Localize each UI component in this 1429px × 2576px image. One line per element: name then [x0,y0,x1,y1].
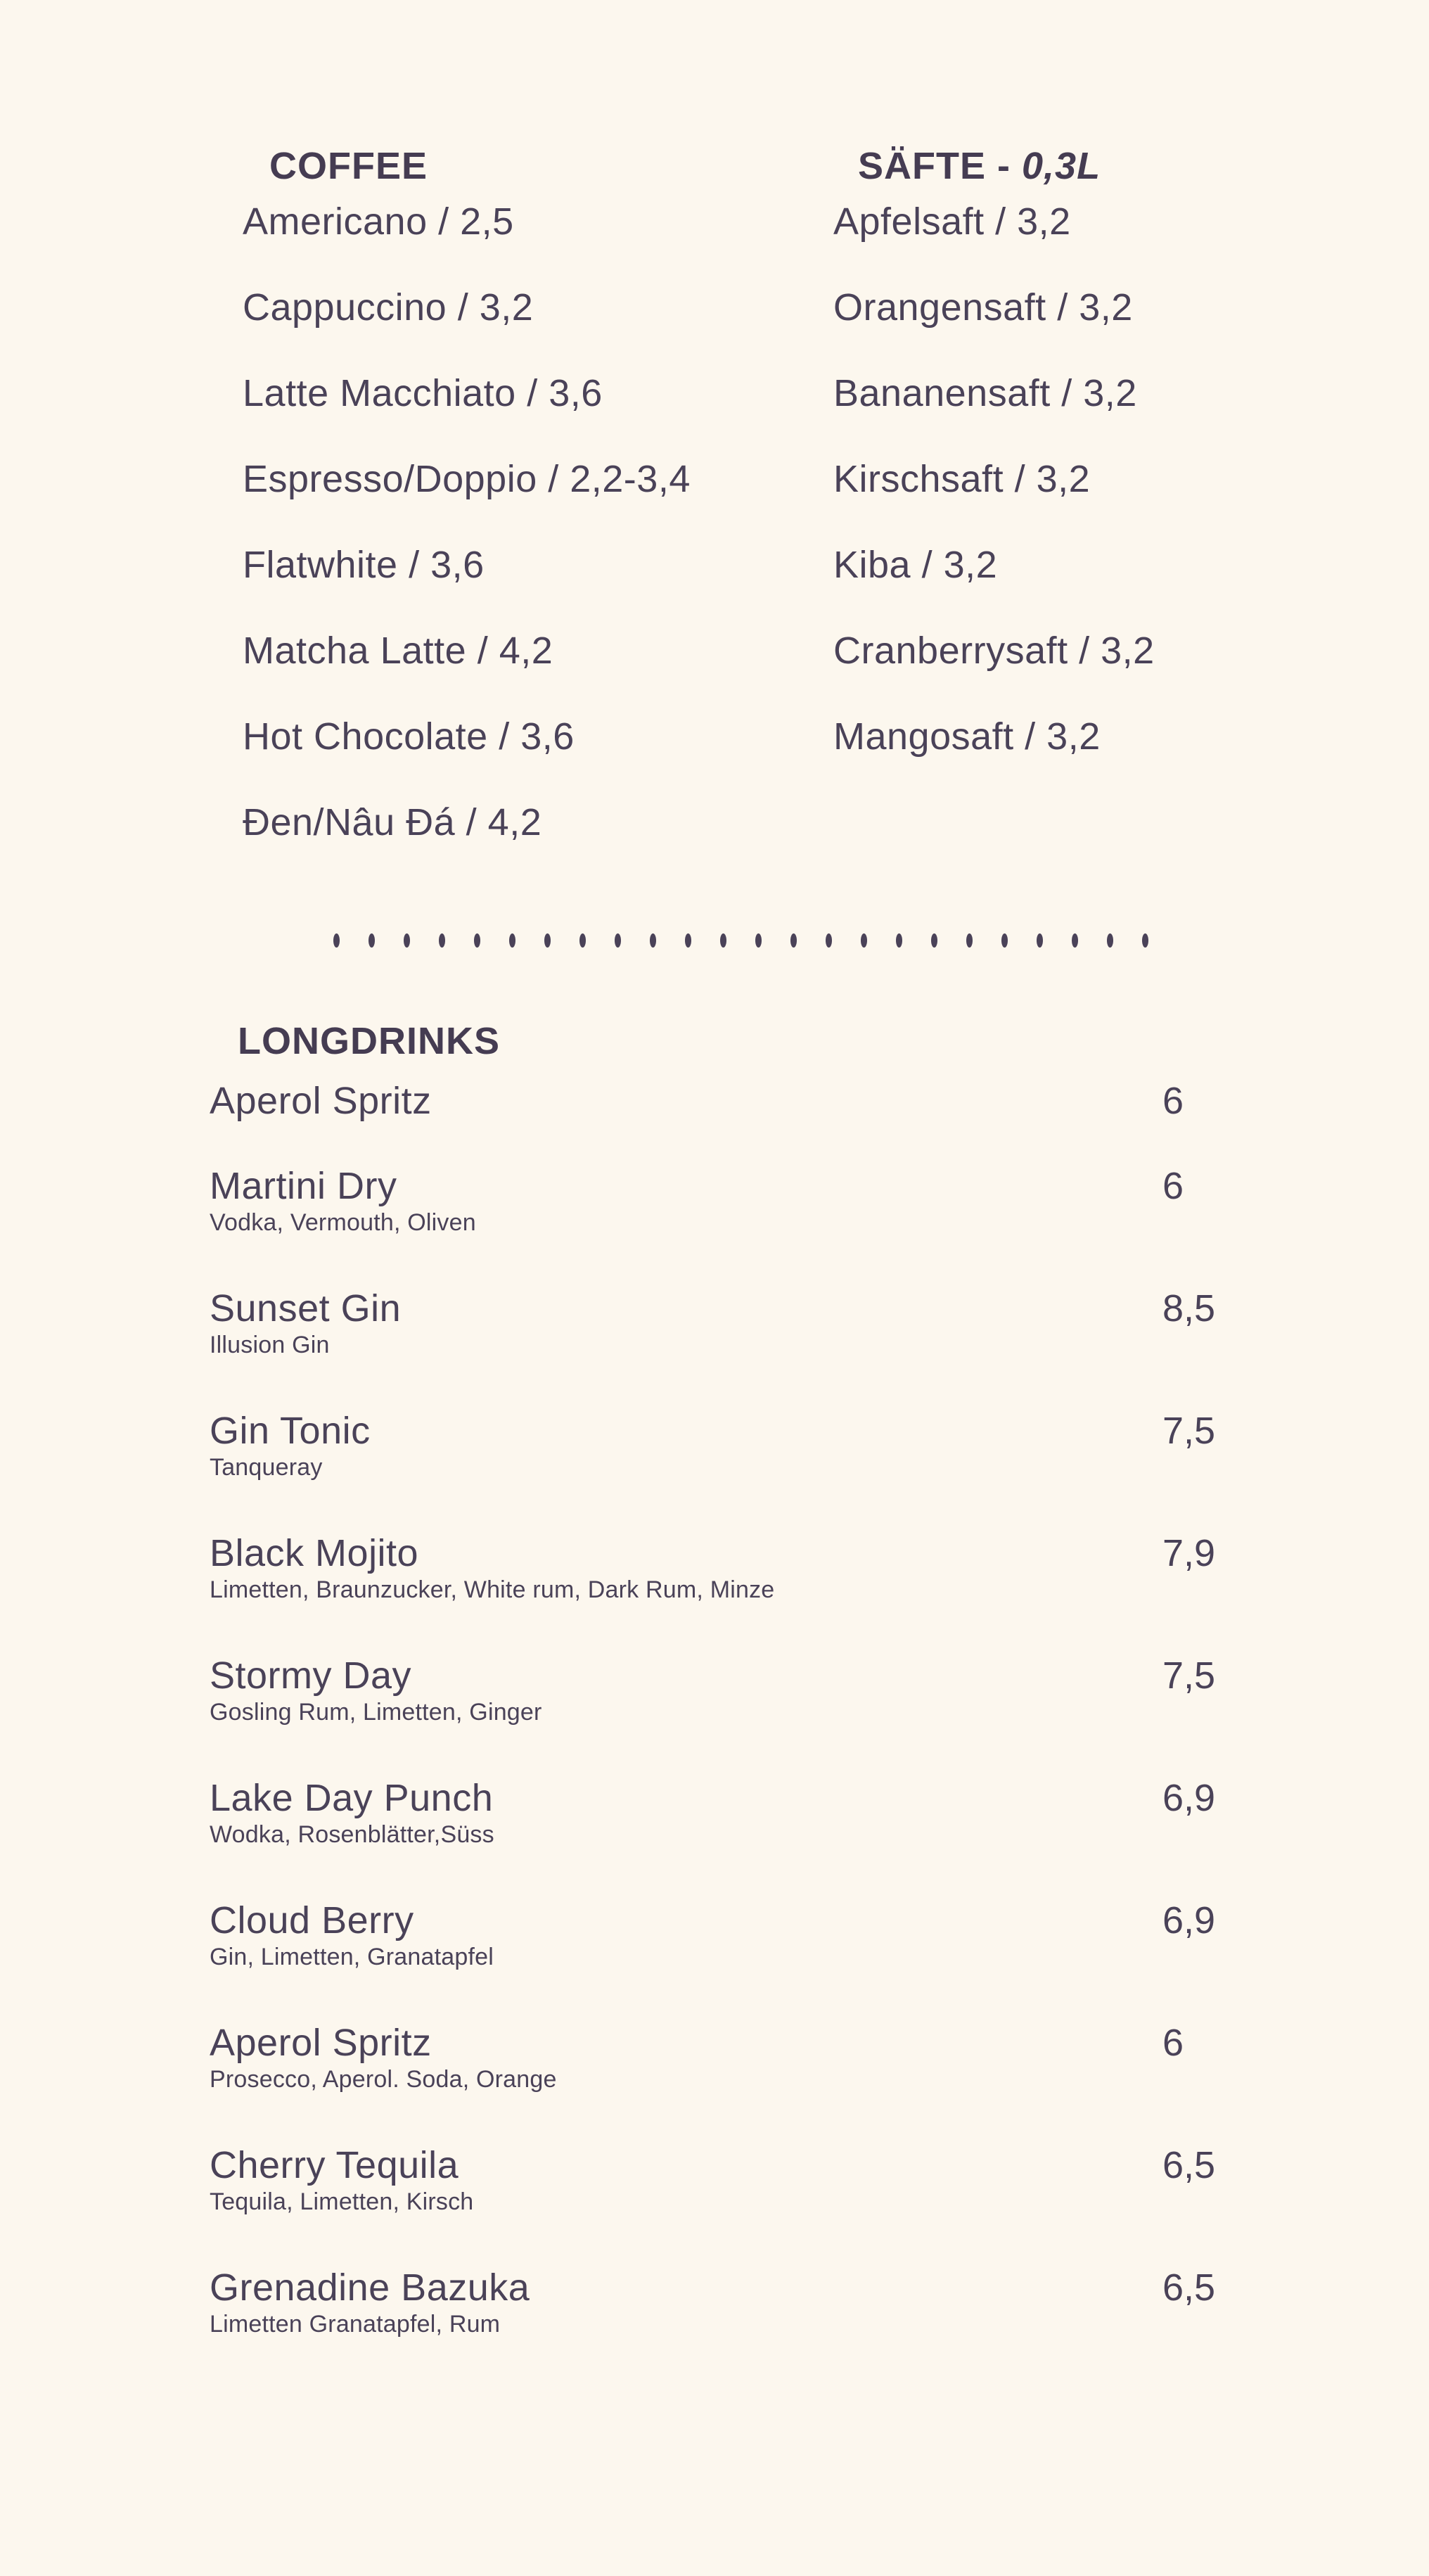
drink-name: Cloud Berry [210,1899,414,1941]
dot [615,933,621,948]
longdrink-item [210,1654,1236,1726]
longdrink-item [210,1167,1236,1235]
longdrinks-section-title: LONGDRINKS [238,1020,500,1062]
dot [1142,933,1148,948]
coffee-item: Flatwhite / 3,6 [243,544,485,586]
drink-ingredients: Wodka, Rosenblätter,Süss [210,1821,494,1848]
dot [404,933,410,948]
drink-name: Sunset Gin [210,1287,402,1330]
dot [720,933,726,948]
drink-price: 6 [1162,1080,1184,1122]
longdrink-item [210,1289,1236,1358]
drink-ingredients: Tequila, Limetten, Kirsch [210,2188,474,2215]
dot [509,933,515,948]
coffee-item: Cappuccino / 3,2 [243,286,534,329]
longdrink-item [210,1534,1236,1602]
drink-price: 7,5 [1162,1410,1216,1452]
drink-name: Grenadine Bazuka [210,2266,530,2309]
drink-name: Black Mojito [210,1532,419,1574]
drink-ingredients: Limetten Granatapfel, Rum [210,2311,501,2338]
drink-price: 6,5 [1162,2144,1216,2186]
coffee-item: Đen/Nâu Đá / 4,2 [243,801,542,843]
coffee-item: Latte Macchiato / 3,6 [243,372,603,414]
dot [544,933,551,948]
dot [1107,933,1113,948]
drink-name: Aperol Spritz [210,1080,432,1122]
drink-name: Gin Tonic [210,1410,371,1452]
juice-item: Kirschsaft / 3,2 [833,458,1091,500]
drink-price: 6,9 [1162,1777,1216,1819]
dot [333,933,340,948]
drink-price: 6 [1162,2022,1184,2064]
juice-item: Mangosaft / 3,2 [833,715,1101,758]
dot [685,933,691,948]
dot [474,933,480,948]
drink-price: 6,5 [1162,2266,1216,2309]
dot [1072,933,1078,948]
longdrinks-section [210,1021,1236,2391]
coffee-item: Matcha Latte / 4,2 [243,630,553,672]
coffee-item: Americano / 2,5 [243,200,514,243]
juices-title-size: 0,3L [1022,145,1101,187]
dot [755,933,762,948]
drink-price: 7,5 [1162,1654,1216,1697]
dot [439,933,445,948]
longdrink-item [210,1412,1236,1480]
drink-name: Lake Day Punch [210,1777,494,1819]
drink-ingredients: Gin, Limetten, Granatapfel [210,1944,494,1970]
drink-ingredients: Prosecco, Aperol. Soda, Orange [210,2066,557,2093]
coffee-section [243,146,691,889]
longdrink-item [210,2266,1236,2338]
drink-ingredients: Gosling Rum, Limetten, Ginger [210,1699,542,1726]
dot [966,933,973,948]
longdrink-item [210,2146,1236,2214]
dot [1001,933,1008,948]
drink-name: Martini Dry [210,1165,397,1207]
dot [931,933,937,948]
dot [896,933,902,948]
drink-name: Stormy Day [210,1654,412,1697]
longdrink-item [210,1901,1236,1970]
coffee-item: Hot Chocolate / 3,6 [243,715,575,758]
juices-title-main: SÄFTE - [858,145,1011,187]
dot [1037,933,1043,948]
juices-section-title [858,146,1155,186]
longdrink-item [210,1082,1236,1150]
dot [650,933,656,948]
drink-ingredients: Tanqueray [210,1454,323,1481]
juices-section [833,146,1155,803]
coffee-item: Espresso/Doppio / 2,2-3,4 [243,458,691,500]
drink-price: 6 [1162,1165,1184,1207]
coffee-section-title: COFFEE [269,145,428,187]
drink-ingredients: Illusion Gin [210,1332,330,1358]
dot [369,933,375,948]
drink-ingredients [210,1126,1236,1150]
juice-item: Apfelsaft / 3,2 [833,200,1071,243]
juice-item: Kiba / 3,2 [833,544,998,586]
juice-item: Orangensaft / 3,2 [833,286,1133,329]
drink-price: 8,5 [1162,1287,1216,1330]
dot [579,933,586,948]
juice-item: Cranberrysaft / 3,2 [833,630,1155,672]
juice-item: Bananensaft / 3,2 [833,372,1137,414]
drink-name: Cherry Tequila [210,2144,459,2186]
drink-ingredients: Vodka, Vermouth, Oliven [210,1209,476,1236]
drink-price: 7,9 [1162,1532,1216,1574]
longdrink-item [210,1779,1236,1847]
dot [790,933,797,948]
dot [861,933,867,948]
dotted-divider [333,933,1148,948]
dot [826,933,832,948]
drink-ingredients: Limetten, Braunzucker, White rum, Dark Rum, Minze [210,1576,775,1603]
drink-price: 6,9 [1162,1899,1216,1941]
longdrink-item [210,2024,1236,2092]
drink-name: Aperol Spritz [210,2022,432,2064]
